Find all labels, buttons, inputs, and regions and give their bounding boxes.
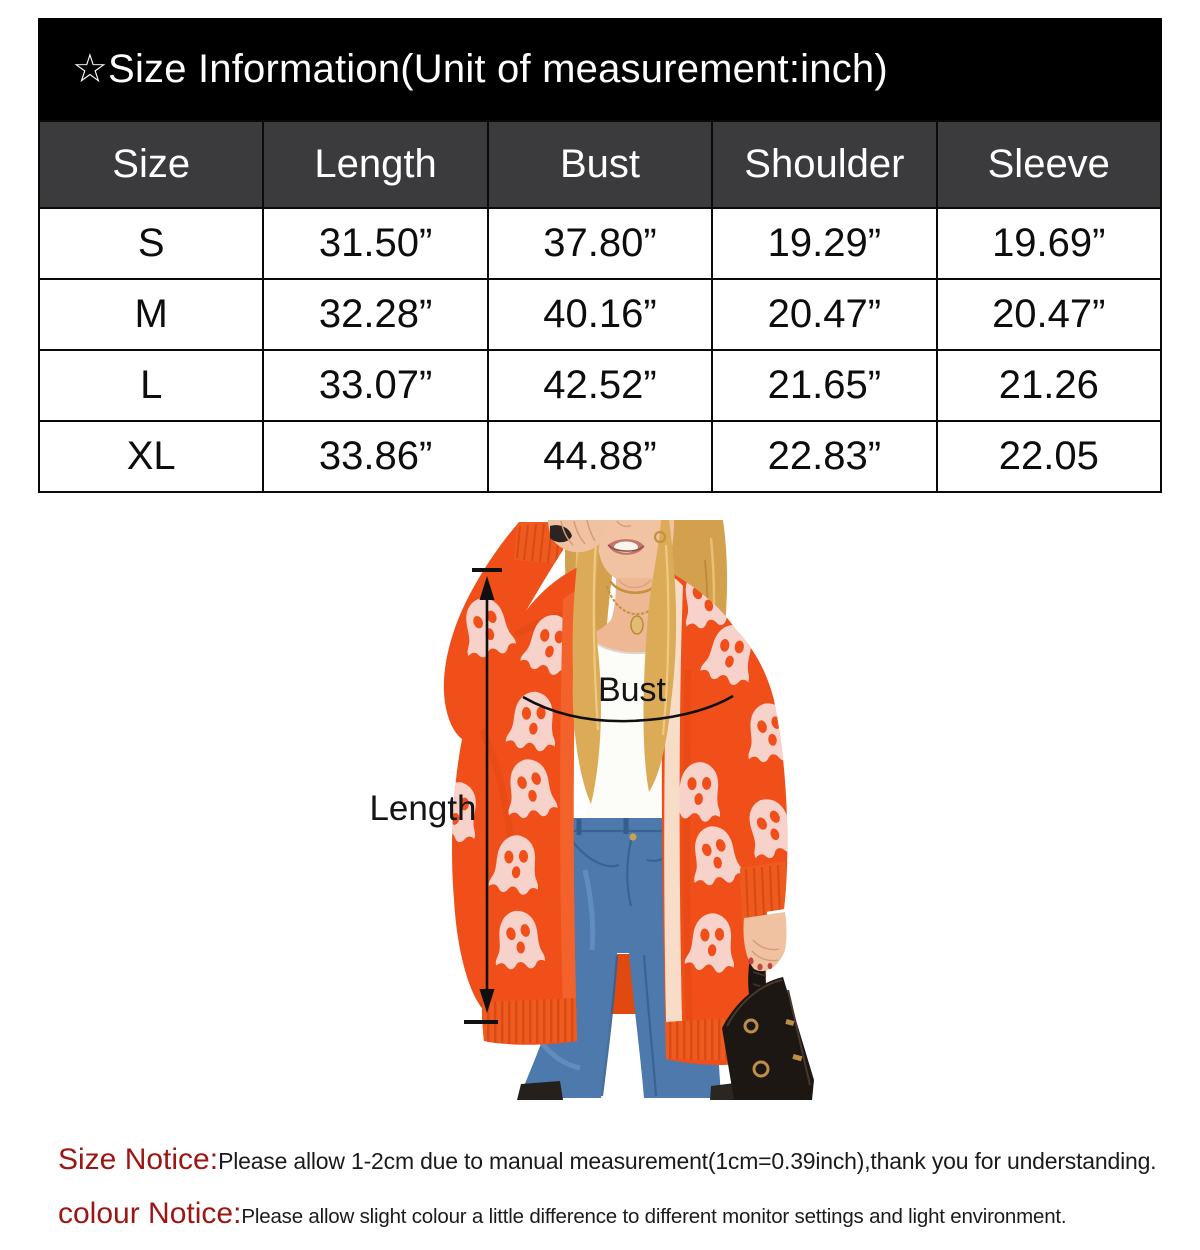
cell-size: XL [39,421,263,492]
shoe-left [517,1081,563,1100]
col-header-shoulder: Shoulder [712,121,936,208]
cell-sleeve: 20.47” [937,279,1161,350]
cell-length: 33.86” [263,421,487,492]
length-measure-label: Length [369,789,477,828]
size-table [38,120,1162,493]
cell-size: S [39,208,263,279]
hanging-hand [743,912,786,971]
size-table-header-row [39,121,1161,208]
size-info-title-bar [38,18,1162,120]
colour-notice-text: Please allow slight colour a little difference to different monitor settings and light environment. [241,1205,1067,1228]
cell-length: 32.28” [263,279,487,350]
cell-size: M [39,279,263,350]
cell-shoulder: 21.65” [712,350,936,421]
cell-shoulder: 22.83” [712,421,936,492]
col-header-length: Length [263,121,487,208]
size-info-title: ☆Size Information(Unit of measurement:inch) [72,47,888,91]
size-notice-text: Please allow 1-2cm due to manual measurement(1cm=0.39inch),thank you for understanding. [218,1148,1157,1174]
size-notice [58,1143,1156,1177]
bust-measure-label: Bust [597,671,667,709]
cell-size: L [39,350,263,421]
cell-bust: 37.80” [488,208,712,279]
cell-sleeve: 22.05 [937,421,1161,492]
cell-bust: 40.16” [488,279,712,350]
col-header-bust: Bust [488,121,712,208]
cell-shoulder: 19.29” [712,208,936,279]
col-header-sleeve: Sleeve [937,121,1161,208]
table-row-xl [39,421,1161,492]
table-row-s [39,208,1161,279]
cell-length: 31.50” [263,208,487,279]
colour-notice [58,1197,1066,1231]
col-header-size: Size [39,121,263,208]
size-notice-label: Size Notice: [58,1143,219,1176]
cell-shoulder: 20.47” [712,279,936,350]
cell-length: 33.07” [263,350,487,421]
cell-sleeve: 19.69” [937,208,1161,279]
product-photo [420,520,920,1100]
table-row-l [39,350,1161,421]
cell-bust: 44.88” [488,421,712,492]
cell-sleeve: 21.26 [937,350,1161,421]
table-row-m [39,279,1161,350]
cell-bust: 42.52” [488,350,712,421]
colour-notice-label: colour Notice: [58,1197,242,1230]
